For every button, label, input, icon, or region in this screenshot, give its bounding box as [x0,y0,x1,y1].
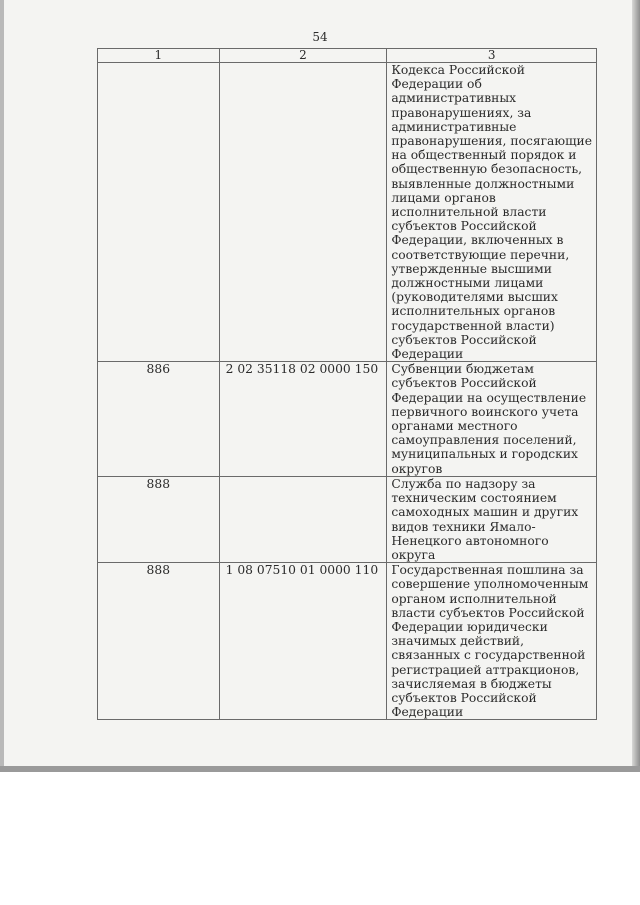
budget-code-cell [219,476,387,562]
description-cell: Субвенции бюджетам субъектов Российской Федерации на осуществление первичного воинского учета органами местного самоуправления поселений, муниципальных и городских округов [387,362,597,477]
column-header-3: 3 [387,49,597,63]
budget-code-cell [219,63,387,362]
budget-code-table [97,48,597,720]
budget-code-cell: 1 08 07510 01 0000 110 [219,563,387,720]
page-number: 54 [312,30,328,44]
admin-code-cell: 888 [98,476,220,562]
scan-left-edge [0,0,4,770]
budget-code-cell: 2 02 35118 02 0000 150 [219,362,387,477]
column-header-2: 2 [219,49,387,63]
description-cell: Кодекса Российской Федерации об административных правонарушениях, за административные правонарушения, посягающие на общественный порядок и общественную безопасность, выявленные должностными лицами органов исполнительной власти субъектов Российской Федерации, включенных в соответствующие перечни, утвержденные высшими должностными лицами (руководителями высших исполнительных органов государственной власти) субъектов Российской Федерации [387,63,597,362]
table-row [98,362,597,477]
scan-bottom-edge [0,766,640,772]
admin-code-cell: 886 [98,362,220,477]
scan-right-edge [632,0,640,770]
admin-code-cell [98,63,220,362]
description-cell: Государственная пошлина за совершение уполномоченным органом исполнительной власти субъектов Российской Федерации юридически значимых действий, связанных с государственной регистрацией аттракционов, зачисляемая в бюджеты субъектов Российской Федерации [387,563,597,720]
admin-code-cell: 888 [98,563,220,720]
table-header-row [98,49,597,63]
table-row [98,476,597,562]
table-row [98,63,597,362]
table-row [98,563,597,720]
description-cell: Служба по надзору за техническим состоянием самоходных машин и других видов техники Ямало-Ненецкого автономного округа [387,476,597,562]
column-header-1: 1 [98,49,220,63]
